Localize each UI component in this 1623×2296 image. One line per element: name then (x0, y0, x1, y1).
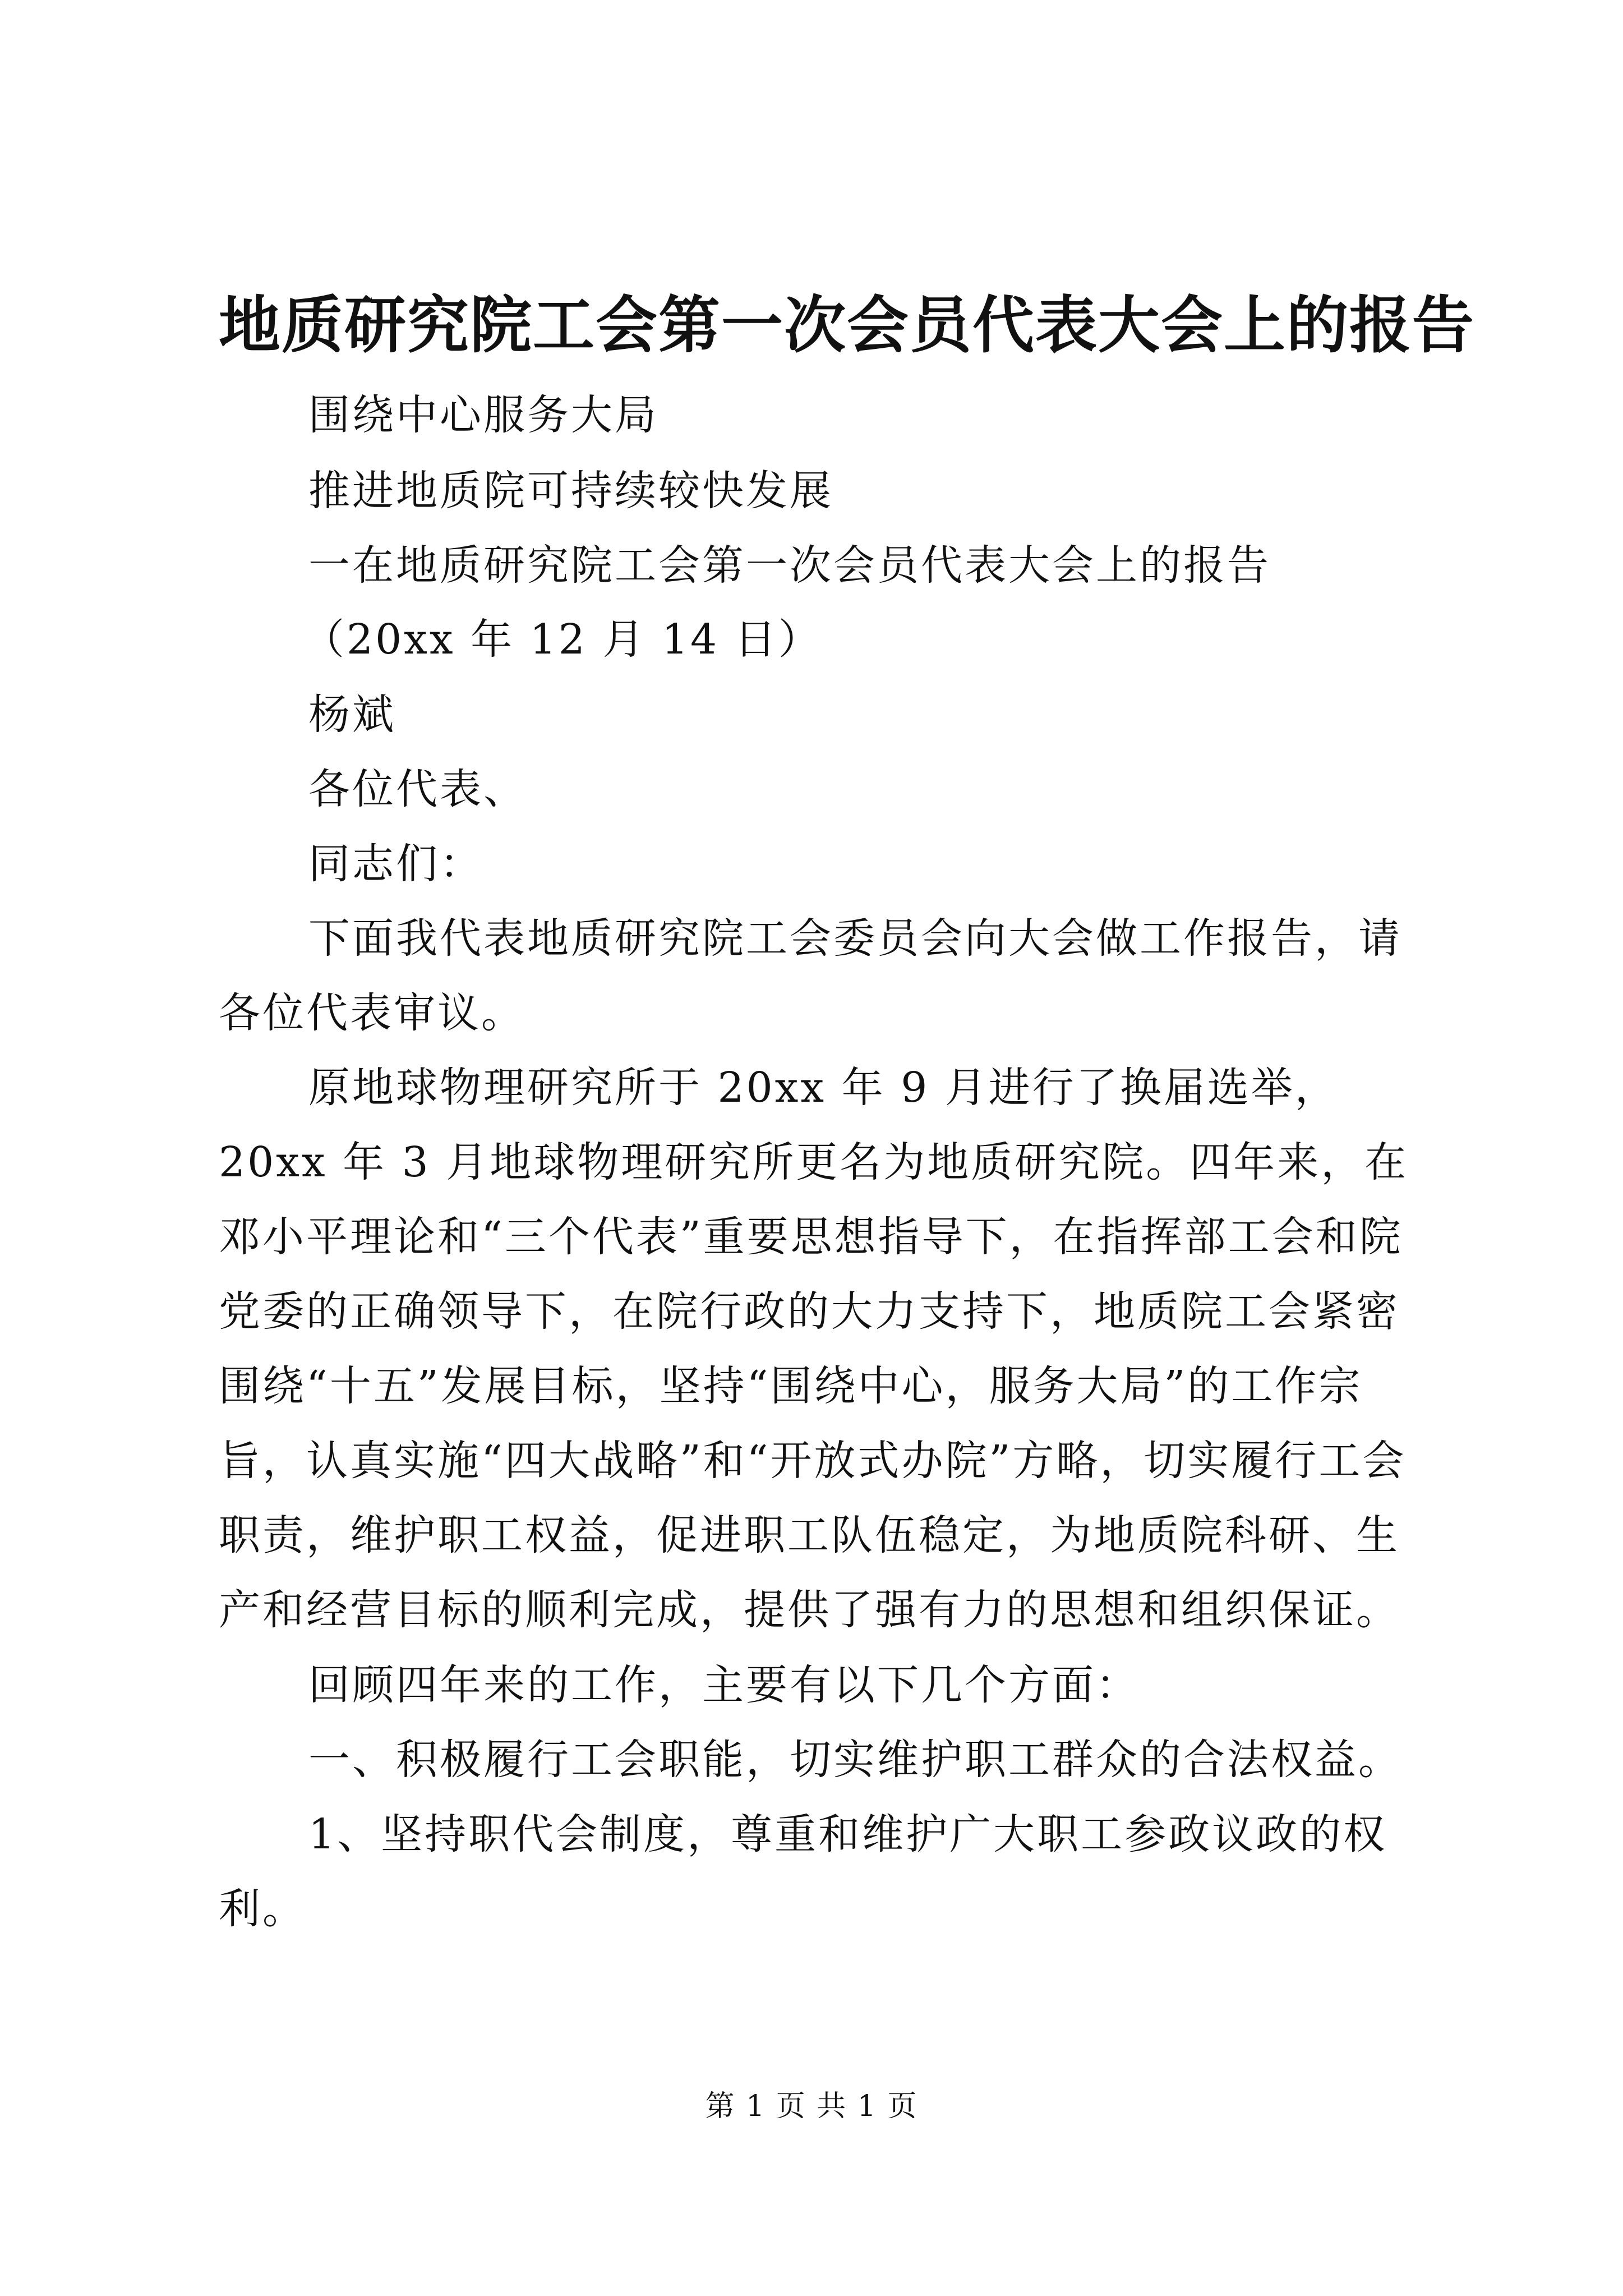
subtitle-line-2: 推进地质院可持续较快发展 (308, 467, 833, 515)
subtitle-line-1: 围绕中心服务大局 (308, 391, 658, 439)
section-heading-1: 一、积极履行工会职能，切实维护职工群众的合法权益。 (308, 1736, 1402, 1784)
paragraph-overview: 回顾四年来的工作，主要有以下几个方面： (308, 1661, 1140, 1709)
author-name: 杨斌 (308, 691, 396, 739)
paragraph-intro: 下面我代表地质研究院工会委员会向大会做工作报告，请各位代表审议。 (219, 914, 1402, 1037)
salutation-comrades: 同志们： (308, 840, 483, 888)
page-footer: 第 1 页 共 1 页 (705, 2090, 918, 2123)
paragraph-review: 原地球物理研究所于 20xx 年 9 月进行了换届选举，20xx 年 3 月地球物理研究所更名为地质研究院。四年来，在邓小平理论和“三个代表”重要思想指导下，在指挥部工会和院党委的正确领导下，在院行政的大力支持下，地质院工会紧密围绕“十五”发展目标，坚持“围绕中心，服务大局”的工作宗旨，认真实施“四大战略”和“开放式办院”方略，切实履行工会职责，维护职工权益，促进职工队伍稳定，为地质院科研、生产和经营目标的顺利完成，提供了强有力的思想和组织保证。 (219, 1064, 1409, 1634)
document-title: 地质研究院工会第一次会员代表大会上的报告 (219, 289, 1475, 361)
subsection-heading-1-1: 1、坚持职代会制度，尊重和维护广大职工参政议政的权利。 (219, 1810, 1387, 1933)
subtitle-line-3: 一在地质研究院工会第一次会员代表大会上的报告 (308, 541, 1271, 590)
report-date: （20xx 年 12 月 14 日） (303, 615, 822, 664)
salutation-delegates: 各位代表、 (308, 765, 527, 813)
